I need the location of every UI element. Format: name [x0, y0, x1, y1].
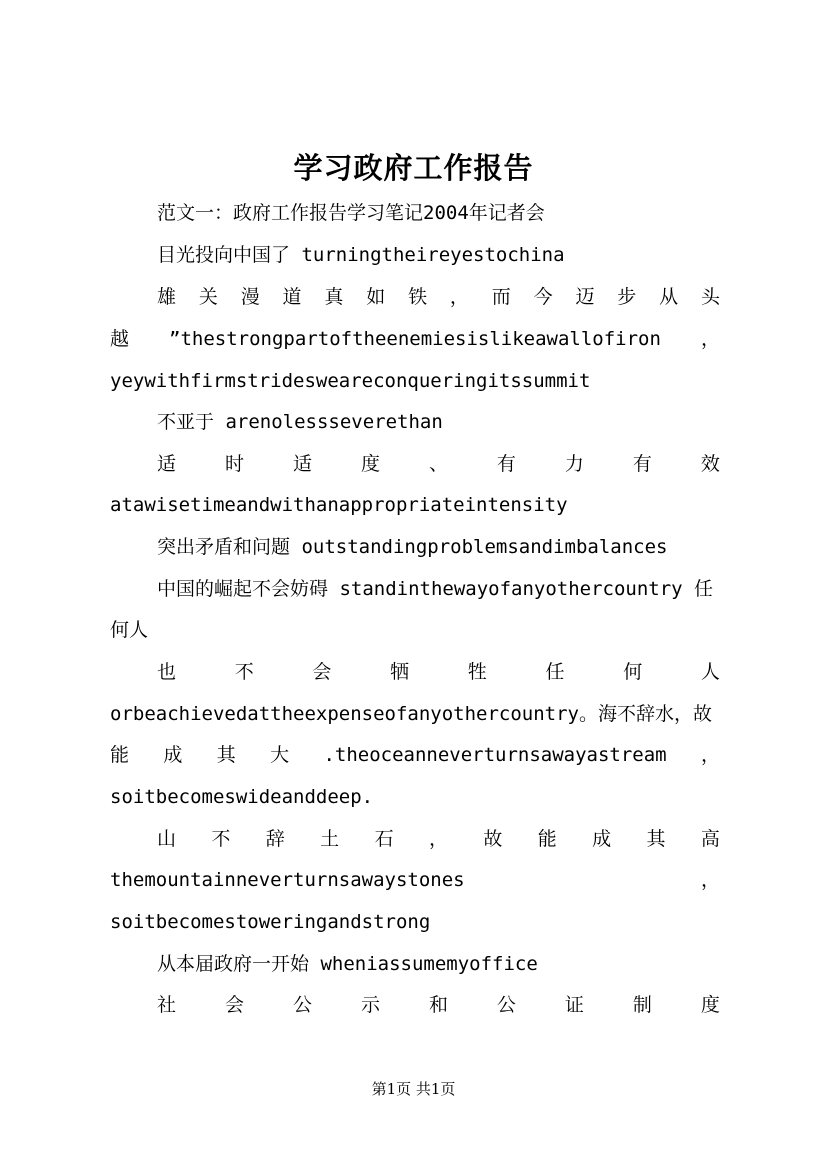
char: 会	[312, 661, 332, 683]
char: 铁	[408, 286, 428, 308]
segment: ，	[700, 744, 720, 766]
char: 高	[700, 828, 720, 850]
char: 其	[646, 828, 666, 850]
char: 头	[700, 286, 720, 308]
char: 度	[700, 994, 720, 1016]
segment: 大	[270, 744, 290, 766]
char: 证	[564, 994, 584, 1016]
text-line-2: 目光投向中国了 turningtheireyestochina	[157, 244, 565, 266]
text-line-13: orbeachievedattheexpenseofanyothercountry。海不辞水，故	[110, 703, 712, 725]
char: 和	[428, 994, 448, 1016]
char: 今	[533, 286, 553, 308]
char: 漫	[240, 286, 260, 308]
text-line-8: atawisetimeandwithanappropriateintensity	[110, 494, 568, 516]
segment: 成	[163, 744, 183, 766]
text-line-10: 中国的崛起不会妨碍 standinthewayofanyothercountry 任	[157, 578, 714, 600]
char: 力	[564, 453, 584, 475]
segment: themountainneverturnsawaystones	[110, 869, 465, 891]
text-line-3	[157, 282, 720, 312]
char: 山	[157, 828, 177, 850]
char: 迈	[575, 286, 595, 308]
char: 示	[360, 994, 380, 1016]
text-line-16	[157, 824, 720, 854]
char: 道	[282, 286, 302, 308]
char: 任	[545, 661, 565, 683]
char: 从	[659, 286, 679, 308]
text-line-15: soitbecomeswideanddeep.	[110, 786, 374, 808]
char: 有	[496, 453, 516, 475]
text-line-20	[157, 990, 720, 1020]
char: 有	[632, 453, 652, 475]
char: 辞	[265, 828, 285, 850]
char: 会	[224, 994, 244, 1016]
char: 、	[428, 453, 448, 475]
text-line-14	[110, 740, 720, 770]
page-footer: 第1页 共1页	[371, 1080, 456, 1098]
char: 时	[224, 453, 244, 475]
char: 土	[320, 828, 340, 850]
char: 公	[496, 994, 516, 1016]
char: 而	[491, 286, 511, 308]
segment: .theoceanneverturnsawayastream	[323, 744, 667, 766]
char: 如	[366, 286, 386, 308]
char: 牲	[467, 661, 487, 683]
char: 效	[700, 453, 720, 475]
text-line-6: 不亚于 arenolessseverethan	[157, 411, 443, 433]
char: 适	[292, 453, 312, 475]
char: 牺	[390, 661, 410, 683]
char: 能	[537, 828, 557, 850]
text-line-4	[110, 324, 720, 354]
text-line-19: 从本届政府一开始 wheniassumemyoffice	[157, 953, 538, 975]
char: 不	[234, 661, 254, 683]
text-line-12	[157, 657, 720, 687]
page-title: 学习政府工作报告	[293, 151, 534, 185]
char: 也	[157, 661, 177, 683]
char: 关	[198, 286, 218, 308]
char: 度	[360, 453, 380, 475]
text-line-11: 何人	[110, 619, 149, 641]
char: 人	[700, 661, 720, 683]
segment: 越	[110, 328, 130, 350]
char: ，	[428, 828, 448, 850]
char: 适	[157, 453, 177, 475]
char: 步	[617, 286, 637, 308]
char: 雄	[157, 286, 177, 308]
text-line-1: 范文一：政府工作报告学习笔记2004年记者会	[157, 202, 545, 224]
segment: ”thestrongpartoftheenemiesislikeawallofiron	[169, 328, 661, 350]
char: 成	[592, 828, 612, 850]
segment: 其	[216, 744, 236, 766]
char: 社	[157, 994, 177, 1016]
char: 不	[211, 828, 231, 850]
text-line-17	[110, 865, 720, 895]
char: 真	[324, 286, 344, 308]
char: 公	[292, 994, 312, 1016]
segment: 能	[110, 744, 130, 766]
char: 何	[623, 661, 643, 683]
segment: ，	[700, 869, 720, 891]
segment: ，	[700, 328, 720, 350]
text-line-7	[157, 449, 720, 479]
text-line-9: 突出矛盾和问题 outstandingproblemsandimbalances	[157, 536, 668, 558]
text-line-5: yeywithfirmstridesweareconqueringitssummit	[110, 370, 591, 392]
text-line-18: soitbecomestoweringandstrong	[110, 911, 431, 933]
char: ，	[449, 286, 469, 308]
char: 故	[483, 828, 503, 850]
char: 制	[632, 994, 652, 1016]
char: 石	[374, 828, 394, 850]
